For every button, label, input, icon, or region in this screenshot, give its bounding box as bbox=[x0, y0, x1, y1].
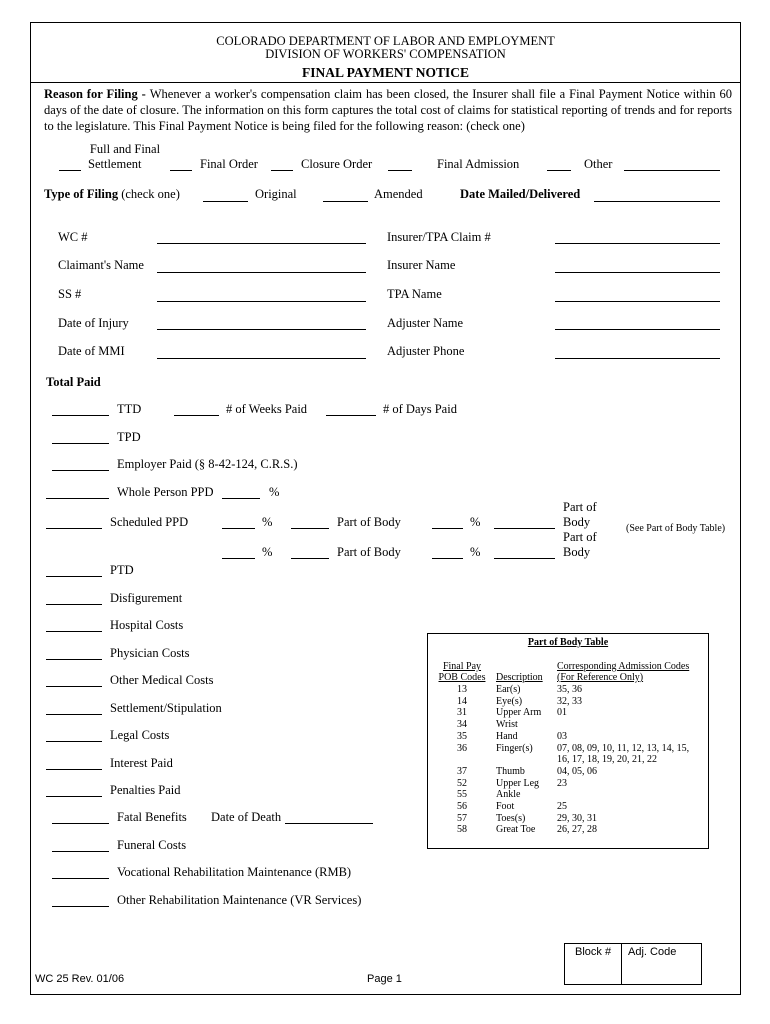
adjuster-name-label: Adjuster Name bbox=[387, 316, 464, 330]
sched-pct5-input[interactable] bbox=[291, 558, 329, 559]
pob-admission-codes: 35, 36 bbox=[557, 684, 582, 695]
pob-code: 55 bbox=[457, 789, 467, 801]
opt-closure-order: Closure Order bbox=[301, 157, 373, 171]
checkbox-final-admission[interactable] bbox=[388, 170, 412, 171]
reason-label: Reason for Filing - bbox=[44, 87, 150, 101]
ss-input[interactable] bbox=[157, 301, 366, 302]
other-reason-input[interactable] bbox=[624, 170, 720, 171]
pob-code: 13 bbox=[457, 684, 467, 695]
sched-ppd-input[interactable] bbox=[46, 528, 102, 529]
sched-pct3-sign: % bbox=[470, 515, 481, 529]
physician-input[interactable] bbox=[46, 659, 102, 660]
pob-description: Ankle bbox=[496, 789, 521, 801]
part-of-body-input-1[interactable] bbox=[494, 528, 555, 529]
checkbox-full-final[interactable] bbox=[59, 170, 81, 171]
disfig-label: Disfigurement bbox=[110, 591, 183, 605]
pob-admission-codes: 32, 33 bbox=[557, 695, 582, 707]
insurer-claim-label: Insurer/TPA Claim # bbox=[387, 230, 491, 244]
rmb-input[interactable] bbox=[52, 878, 109, 879]
funeral-label: Funeral Costs bbox=[117, 838, 187, 852]
division-line: DIVISION OF WORKERS' COMPENSATION bbox=[265, 47, 506, 61]
pob-description: Thumb bbox=[496, 765, 525, 777]
filing-type bbox=[44, 187, 180, 202]
agency-line: COLORADO DEPARTMENT OF LABOR AND EMPLOYMENT bbox=[216, 34, 555, 48]
sched-pct1-input[interactable] bbox=[222, 528, 255, 529]
pob-code: 36 bbox=[457, 742, 467, 754]
pob-header-pob-codes: POB Codes bbox=[438, 672, 486, 683]
see-table-note: (See Part of Body Table) bbox=[626, 523, 726, 534]
pob-code: 37 bbox=[457, 765, 467, 777]
opt-original: Original bbox=[255, 187, 297, 201]
hospital-label: Hospital Costs bbox=[110, 618, 184, 632]
checkbox-original[interactable] bbox=[203, 201, 248, 202]
adjuster-phone-input[interactable] bbox=[555, 358, 720, 359]
insurer-claim-input[interactable] bbox=[555, 243, 720, 244]
pob-header-final-pay: Final Pay bbox=[442, 661, 482, 672]
legal-label: Legal Costs bbox=[110, 728, 170, 742]
block-divider bbox=[621, 944, 622, 984]
reason-text: Whenever a worker's compensation claim has been closed, the Insurer shall file a Final Payment Notice within 60 days of the date of closure. The information on this form captures the total cost of claims for statistical reporting of trends and for reports to the legislature. This Final Payment Notice is being filed for the following reason: (check one) bbox=[44, 87, 732, 133]
hospital-input[interactable] bbox=[46, 631, 102, 632]
pob-code: 14 bbox=[457, 695, 467, 707]
employer-paid-label: Employer Paid (§ 8-42-124, C.R.S.) bbox=[117, 457, 298, 471]
tpa-name-input[interactable] bbox=[555, 301, 720, 302]
pob-description: Great Toe bbox=[496, 824, 536, 836]
opt-full-final-line2: Settlement bbox=[88, 157, 142, 171]
form-title: FINAL PAYMENT NOTICE bbox=[301, 65, 470, 80]
ttd-input[interactable] bbox=[52, 415, 109, 416]
checkbox-amended[interactable] bbox=[323, 201, 368, 202]
fatal-label: Fatal Benefits bbox=[117, 810, 187, 824]
ss-label: SS # bbox=[58, 287, 82, 301]
pob-code: 34 bbox=[457, 719, 467, 731]
doi-input[interactable] bbox=[157, 329, 366, 330]
days-input[interactable] bbox=[326, 415, 376, 416]
pob-header-admission: Corresponding Admission Codes bbox=[557, 661, 690, 672]
claimant-label: Claimant's Name bbox=[58, 258, 144, 272]
part-of-label-2: Part of bbox=[563, 530, 597, 544]
pob-code: 52 bbox=[457, 777, 467, 789]
block-label: Block # bbox=[575, 946, 612, 958]
pob-admission-codes: 16, 17, 18, 19, 20, 21, 22 bbox=[557, 754, 657, 766]
dod-input[interactable] bbox=[285, 823, 373, 824]
checkbox-other[interactable] bbox=[547, 170, 571, 171]
pob-admission-codes: 04, 05, 06 bbox=[557, 765, 597, 777]
penalties-input[interactable] bbox=[46, 796, 102, 797]
pob-description: Ear(s) bbox=[496, 684, 521, 695]
legal-input[interactable] bbox=[46, 741, 102, 742]
adj-code-label: Adj. Code bbox=[628, 946, 677, 958]
pob-table-title: Part of Body Table bbox=[527, 637, 609, 648]
pob-header-description: Description bbox=[496, 672, 543, 683]
sched-pct6-sign: % bbox=[470, 545, 481, 559]
pob-code: 35 bbox=[457, 730, 467, 742]
insurer-name-label: Insurer Name bbox=[387, 258, 456, 272]
part-of-body-label-2: Part of Body bbox=[337, 545, 401, 559]
adjuster-name-input[interactable] bbox=[555, 329, 720, 330]
vr-label: Other Rehabilitation Maintenance (VR Services) bbox=[117, 893, 362, 907]
pob-description: Upper Leg bbox=[496, 777, 540, 789]
opt-amended: Amended bbox=[374, 187, 423, 201]
pob-description: Upper Arm bbox=[496, 707, 542, 719]
opt-final-admission: Final Admission bbox=[437, 157, 520, 171]
part-of-label-1: Part of bbox=[563, 500, 597, 514]
pob-code: 31 bbox=[457, 707, 467, 719]
pob-admission-codes: 07, 08, 09, 10, 11, 12, 13, 14, 15, bbox=[557, 742, 690, 754]
ptd-label: PTD bbox=[110, 563, 134, 577]
vr-input[interactable] bbox=[52, 906, 109, 907]
rmb-label: Vocational Rehabilitation Maintenance (RMB) bbox=[117, 865, 352, 879]
part-of-body-input-2[interactable] bbox=[494, 558, 555, 559]
sched-pct4-input[interactable] bbox=[222, 558, 255, 559]
sched-pct2-input[interactable] bbox=[291, 528, 329, 529]
whole-ppd-input[interactable] bbox=[46, 498, 109, 499]
block-adj-box bbox=[564, 943, 702, 985]
pob-description: Toes(s) bbox=[496, 812, 526, 824]
opt-other: Other bbox=[584, 157, 613, 171]
wc-label: WC # bbox=[58, 230, 88, 244]
adjuster-phone-label: Adjuster Phone bbox=[387, 344, 465, 358]
interest-input[interactable] bbox=[46, 769, 102, 770]
total-paid-heading: Total Paid bbox=[46, 375, 101, 389]
sched-pct1-sign: % bbox=[262, 515, 273, 529]
checkbox-closure-order[interactable] bbox=[271, 170, 293, 171]
ttd-label: TTD bbox=[117, 402, 142, 416]
pob-code: 56 bbox=[457, 801, 467, 812]
page-number: Page 1 bbox=[367, 973, 402, 985]
other-med-input[interactable] bbox=[46, 686, 102, 687]
days-label: # of Days Paid bbox=[383, 402, 457, 416]
whole-ppd-pct-sign: % bbox=[269, 485, 280, 499]
interest-label: Interest Paid bbox=[110, 756, 173, 770]
physician-label: Physician Costs bbox=[110, 646, 190, 660]
ptd-input[interactable] bbox=[46, 576, 102, 577]
penalties-label: Penalties Paid bbox=[110, 783, 181, 797]
pob-admission-codes: 03 bbox=[557, 730, 567, 742]
body-label-2: Body bbox=[563, 545, 591, 559]
opt-full-final-line1: Full and Final bbox=[89, 142, 161, 156]
sched-ppd-label: Scheduled PPD bbox=[110, 515, 189, 529]
filing-type-label: Type of Filing bbox=[44, 187, 119, 201]
fatal-input[interactable] bbox=[52, 823, 109, 824]
doi-label: Date of Injury bbox=[58, 316, 129, 330]
pob-admission-codes: 23 bbox=[557, 777, 567, 789]
date-mailed-input[interactable] bbox=[594, 201, 720, 202]
part-of-body-table bbox=[427, 633, 709, 849]
settlement-label: Settlement/Stipulation bbox=[110, 701, 222, 715]
insurer-name-input[interactable] bbox=[555, 272, 720, 273]
pob-admission-codes: 29, 30, 31 bbox=[557, 812, 597, 824]
pob-header-reference: (For Reference Only) bbox=[557, 672, 644, 683]
weeks-input[interactable] bbox=[174, 415, 219, 416]
weeks-label: # of Weeks Paid bbox=[226, 402, 308, 416]
pob-admission-codes: 26, 27, 28 bbox=[557, 824, 597, 836]
wc-input[interactable] bbox=[157, 243, 366, 244]
pob-description: Foot bbox=[496, 801, 515, 812]
tpd-label: TPD bbox=[117, 430, 141, 444]
pob-description: Wrist bbox=[496, 719, 518, 731]
pob-description: Finger(s) bbox=[496, 742, 533, 754]
date-mailed-label: Date Mailed/Delivered bbox=[460, 187, 581, 201]
mmi-label: Date of MMI bbox=[58, 344, 125, 358]
employer-paid-input[interactable] bbox=[52, 470, 109, 471]
funeral-input[interactable] bbox=[52, 851, 109, 852]
tpd-input[interactable] bbox=[52, 443, 109, 444]
header-divider bbox=[30, 82, 741, 83]
whole-ppd-label: Whole Person PPD bbox=[117, 485, 214, 499]
part-of-body-label-1: Part of Body bbox=[337, 515, 401, 529]
opt-final-order: Final Order bbox=[200, 157, 258, 171]
body-label-1: Body bbox=[563, 515, 591, 529]
claimant-input[interactable] bbox=[157, 272, 366, 273]
pob-admission-codes: 01 bbox=[557, 707, 567, 719]
pob-description: Hand bbox=[496, 730, 518, 742]
sched-pct3-input[interactable] bbox=[432, 528, 463, 529]
settlement-input[interactable] bbox=[46, 714, 102, 715]
pob-code: 58 bbox=[457, 824, 467, 836]
disfig-input[interactable] bbox=[46, 604, 102, 605]
filing-type-hint: (check one) bbox=[121, 187, 180, 201]
pob-admission-codes: 25 bbox=[557, 801, 567, 812]
tpa-name-label: TPA Name bbox=[387, 287, 442, 301]
pob-code: 57 bbox=[457, 812, 467, 824]
pob-description: Eye(s) bbox=[496, 695, 523, 707]
mmi-input[interactable] bbox=[157, 358, 366, 359]
other-med-label: Other Medical Costs bbox=[110, 673, 214, 687]
dod-label: Date of Death bbox=[211, 810, 282, 824]
whole-ppd-pct-input[interactable] bbox=[222, 498, 260, 499]
reason-paragraph bbox=[44, 86, 732, 134]
checkbox-final-order[interactable] bbox=[170, 170, 192, 171]
sched-pct6-input[interactable] bbox=[432, 558, 463, 559]
form-id: WC 25 Rev. 01/06 bbox=[35, 973, 125, 985]
sched-pct4-sign: % bbox=[262, 545, 273, 559]
